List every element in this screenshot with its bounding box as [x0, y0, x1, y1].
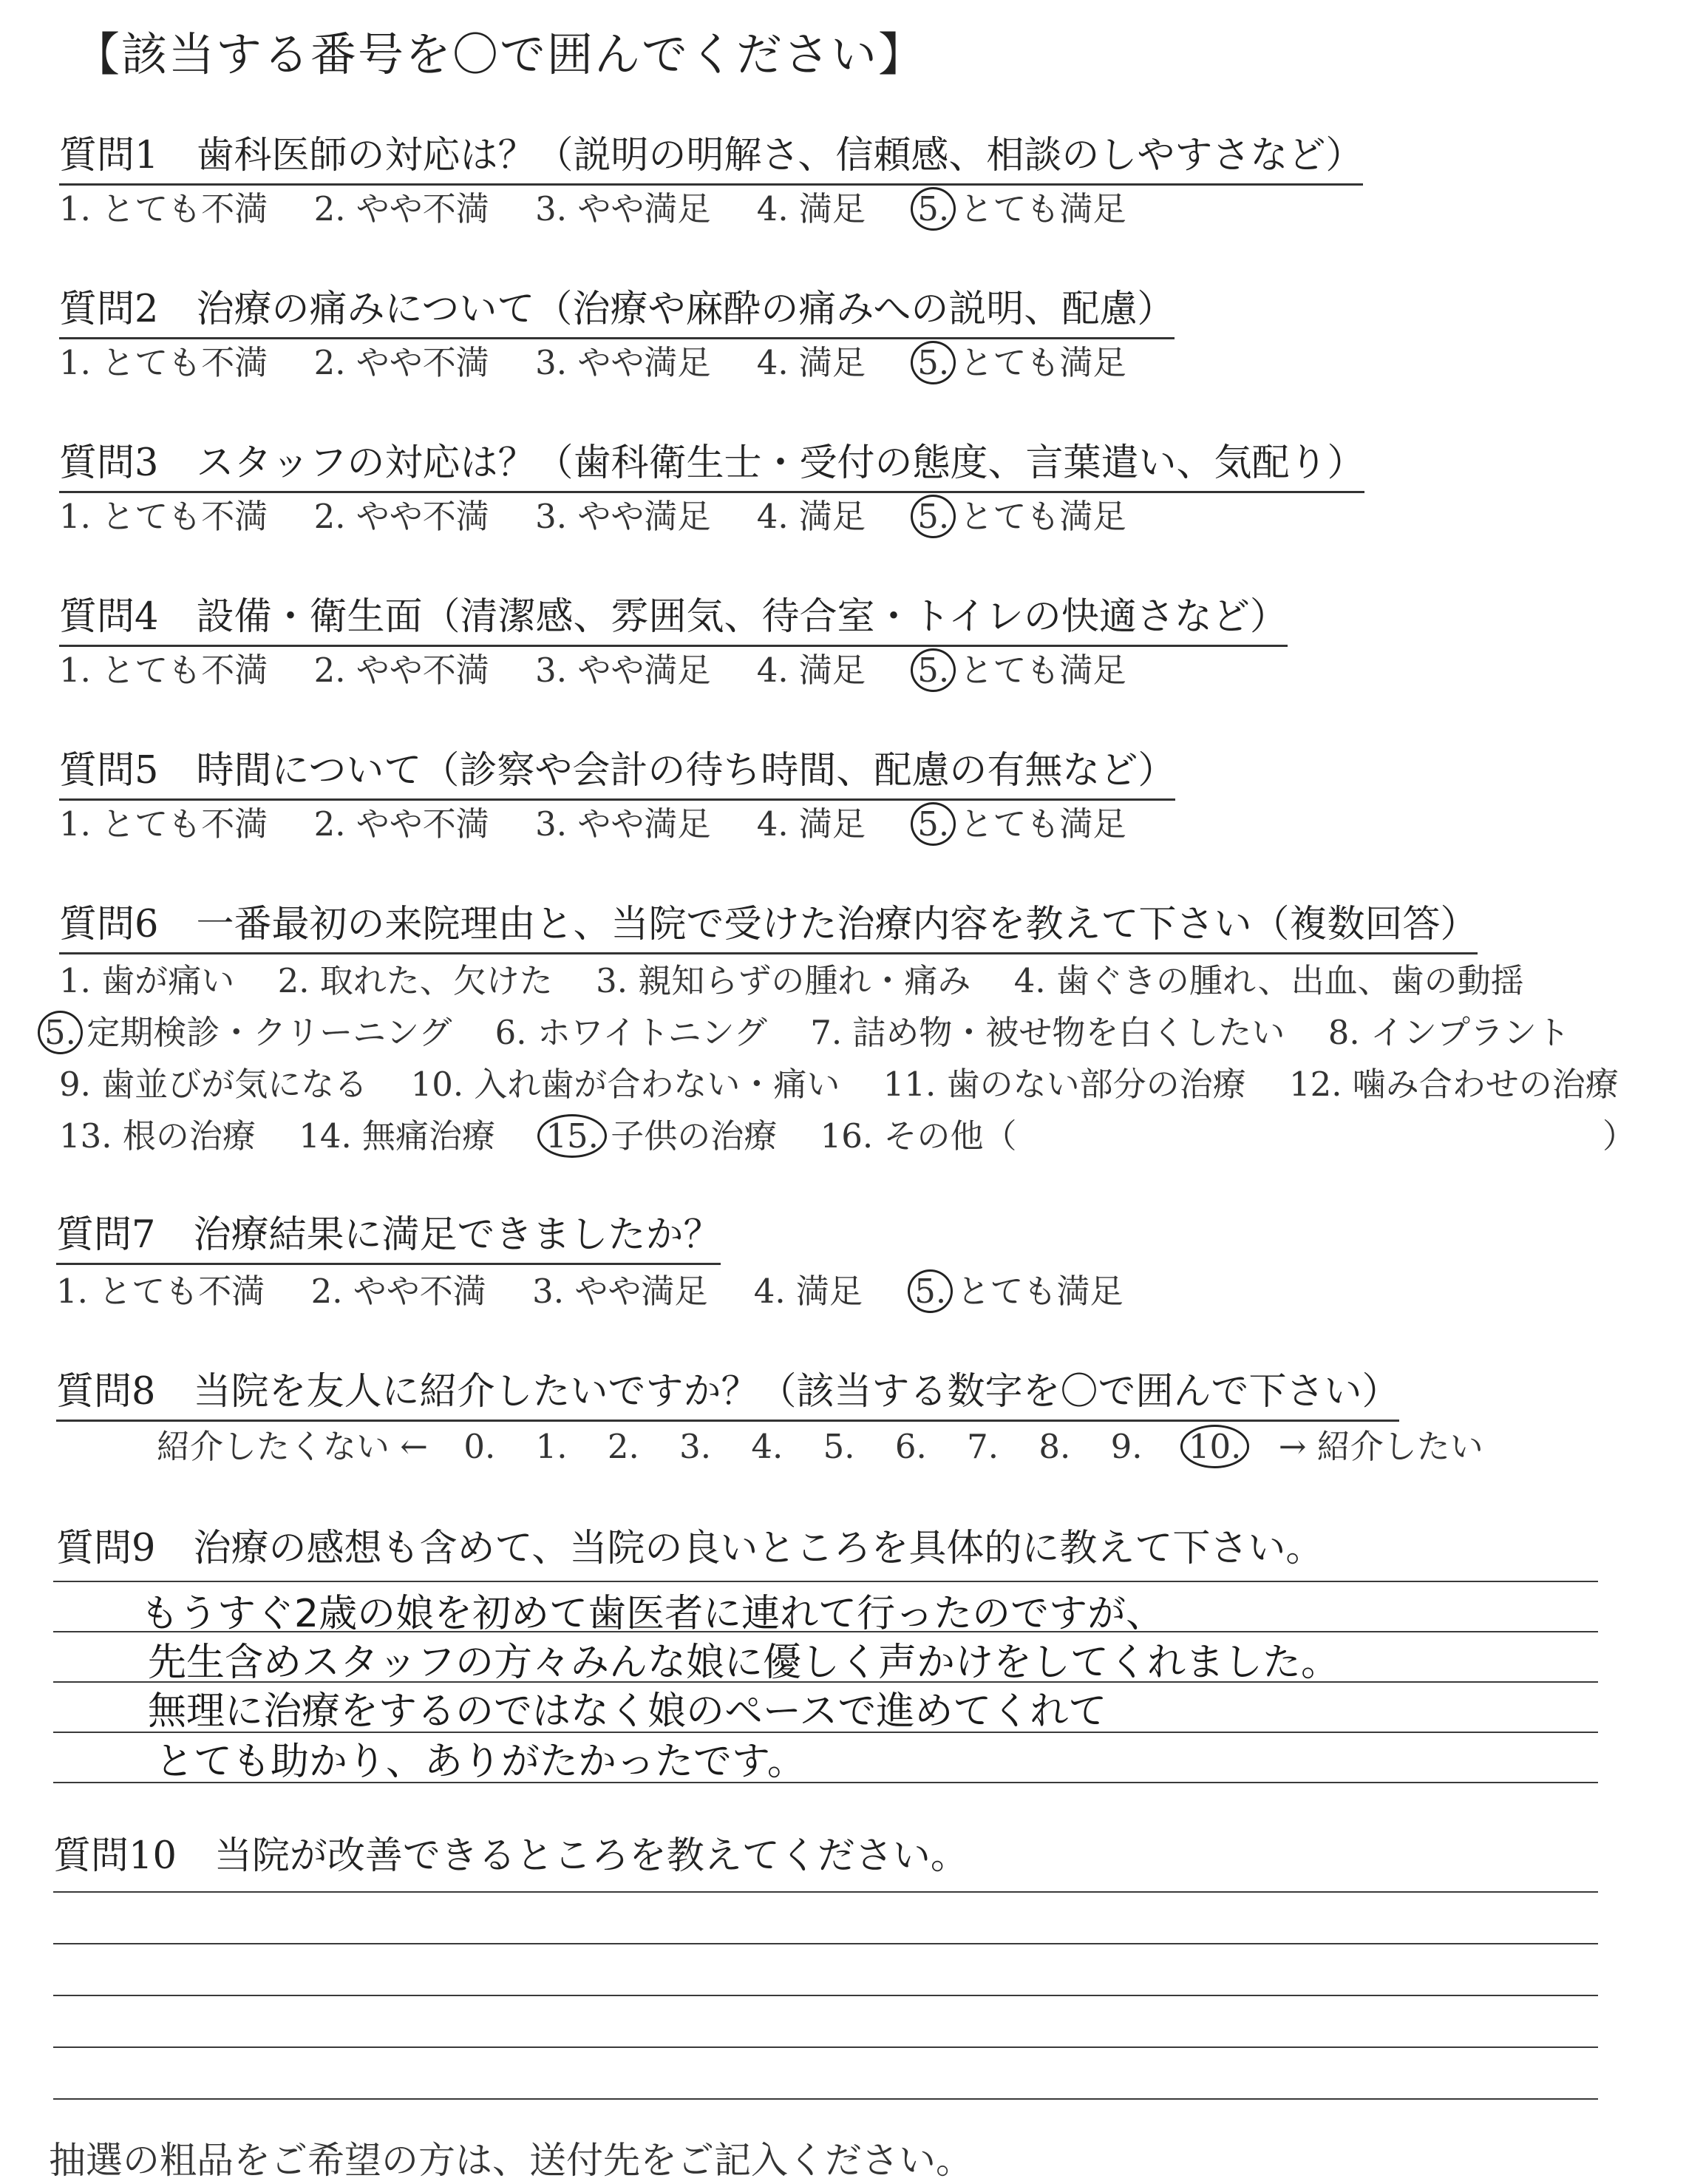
q10-rule-2[interactable]	[53, 1943, 1598, 1944]
q2-selected-circle: 5.	[911, 341, 956, 384]
q6-option-2[interactable]: 2. 取れた、欠けた	[277, 961, 553, 1000]
q9-answer-line-1[interactable]: もうすぐ2歳の娘を初めて歯医者に連れて行ったのですが、	[140, 1592, 1165, 1636]
q8-scale-7[interactable]: 7.	[967, 1427, 999, 1466]
q9-answer-line-4[interactable]: とても助かり、ありがたかったです。	[155, 1740, 806, 1784]
q6-option-9[interactable]: 9. 歯並びが気になる	[59, 1065, 368, 1104]
q7-option-3[interactable]: 3. やや満足	[532, 1272, 708, 1311]
q5-options	[59, 797, 1126, 845]
q6-option-7[interactable]: 7. 詰め物・被せ物を白くしたい	[810, 1013, 1285, 1052]
q2-option-2[interactable]: 2. やや不満	[313, 343, 489, 382]
q10-heading: 質問10 当院が改善できるところを教えてください。	[53, 1834, 968, 1878]
q6-option-11[interactable]: 11. 歯のない部分の治療	[883, 1065, 1246, 1104]
page-title: 【該当する番号を〇で囲んでください】	[74, 27, 926, 81]
q6-heading: 質問6 一番最初の来院理由と、当院で受けた治療内容を教えて下さい（複数回答）	[59, 893, 1478, 954]
q9-heading: 質問9 治療の感想も含めて、当院の良いところを具体的に教えて下さい。	[56, 1527, 1324, 1570]
q4-options	[59, 643, 1126, 691]
q4-heading: 質問4 設備・衛生面（清潔感、雰囲気、待合室・トイレの快適さなど）	[59, 586, 1288, 647]
q7-option-4[interactable]: 4. 満足	[753, 1272, 863, 1311]
q5-option-5-label: とても満足	[959, 804, 1126, 844]
q5-option-5[interactable]	[917, 797, 1126, 845]
q3-option-5-label: とても満足	[959, 497, 1126, 536]
q3-option-5[interactable]	[917, 489, 1126, 537]
q7-heading: 質問7 治療結果に満足できましたか？	[56, 1204, 721, 1265]
q10-rule-4[interactable]	[53, 2046, 1598, 2048]
q1-option-1[interactable]: 1. とても不満	[59, 189, 268, 228]
q6-row-4	[59, 1109, 1016, 1157]
q8-scale-10[interactable]	[1187, 1427, 1243, 1466]
q1-heading: 質問1 歯科医師の対応は？（説明の明解さ、信頼感、相談のしやすさなど）	[59, 124, 1363, 186]
q3-heading: 質問3 スタッフの対応は？（歯科衛生士・受付の態度、言葉遣い、気配り）	[59, 432, 1364, 493]
q6-option-12[interactable]: 12. 噛み合わせの治療	[1288, 1065, 1619, 1104]
q3-option-2[interactable]: 2. やや不満	[313, 497, 489, 536]
q3-options	[59, 489, 1126, 537]
q6-option-13[interactable]: 13. 根の治療	[59, 1116, 256, 1156]
q7-selected-circle: 5.	[908, 1269, 953, 1313]
q8-right-label: → 紹介したい	[1278, 1427, 1483, 1466]
q6-row-3	[59, 1057, 1619, 1105]
q1-option-5-label: とても満足	[959, 189, 1126, 228]
q8-scale-8[interactable]: 8.	[1039, 1427, 1071, 1466]
q8-scale-1[interactable]: 1.	[535, 1427, 568, 1466]
q8-scale-9[interactable]: 9.	[1110, 1427, 1143, 1466]
q8-scale	[157, 1420, 1483, 1468]
q3-selected-circle: 5.	[911, 495, 956, 538]
q8-scale-6[interactable]: 6.	[894, 1427, 927, 1466]
q4-selected-circle: 5.	[911, 648, 956, 692]
q6-option-15-label: 子供の治療	[611, 1116, 778, 1156]
q6-option-14[interactable]: 14. 無痛治療	[299, 1116, 496, 1156]
q9-answer-line-2[interactable]: 先生含めスタッフの方々みんな娘に優しく声かけをしてくれました。	[148, 1641, 1340, 1685]
q7-option-2[interactable]: 2. やや不満	[310, 1272, 486, 1311]
q6-option-10[interactable]: 10. 入れ歯が合わない・痛い	[410, 1065, 840, 1104]
q5-selected-circle: 5.	[911, 802, 956, 846]
q6-option-3[interactable]: 3. 親知らずの腫れ・痛み	[596, 961, 971, 1000]
q6-selected-circle-5: 5.	[38, 1011, 83, 1054]
q2-option-1[interactable]: 1. とても不満	[59, 343, 268, 382]
q5-option-2[interactable]: 2. やや不満	[313, 804, 489, 844]
q1-option-3[interactable]: 3. やや満足	[535, 189, 711, 228]
q1-options	[59, 182, 1126, 230]
q6-option-8[interactable]: 8. インプラント	[1328, 1013, 1570, 1052]
q6-selected-circle-15: 15.	[537, 1114, 607, 1158]
q8-selected-circle: 10.	[1180, 1425, 1250, 1468]
q4-option-5-label: とても満足	[959, 651, 1126, 690]
q4-option-1[interactable]: 1. とても不満	[59, 651, 268, 690]
q6-option-1[interactable]: 1. 歯が痛い	[59, 961, 235, 1000]
q1-selected-circle: 5.	[911, 187, 956, 231]
q6-option-4[interactable]: 4. 歯ぐきの腫れ、出血、歯の動揺	[1013, 961, 1524, 1000]
q3-option-1[interactable]: 1. とても不満	[59, 497, 268, 536]
footer-note: 抽選の粗品をご希望の方は、送付先をご記入ください。	[49, 2139, 973, 2182]
q1-option-4[interactable]: 4. 満足	[756, 189, 866, 228]
q6-other-close: ）	[1602, 1116, 1636, 1156]
q7-option-5-label: とても満足	[956, 1272, 1124, 1311]
q6-option-15[interactable]	[544, 1109, 777, 1157]
q7-option-5[interactable]	[914, 1264, 1123, 1312]
q9-answer-line-3[interactable]: 無理に治療をするのではなく娘のペースで進めてくれて	[148, 1689, 1107, 1734]
q2-heading: 質問2 治療の痛みについて（治療や麻酔の痛みへの説明、配慮）	[59, 278, 1175, 339]
q1-option-5[interactable]	[917, 182, 1126, 230]
q4-option-3[interactable]: 3. やや満足	[535, 651, 711, 690]
q10-rule-1[interactable]	[53, 1891, 1598, 1893]
q5-option-1[interactable]: 1. とても不満	[59, 804, 268, 844]
q4-option-5[interactable]	[917, 643, 1126, 691]
q6-option-5[interactable]	[44, 1005, 452, 1054]
q1-option-2[interactable]: 2. やや不満	[313, 189, 489, 228]
q8-scale-0[interactable]: 0.	[463, 1427, 496, 1466]
q6-row-2	[44, 1005, 1570, 1054]
q10-rule-3[interactable]	[53, 1995, 1598, 1996]
q6-option-5-label: 定期検診・クリーニング	[86, 1013, 452, 1052]
q5-option-4[interactable]: 4. 満足	[756, 804, 866, 844]
q10-rule-5[interactable]	[53, 2098, 1598, 2100]
q4-option-2[interactable]: 2. やや不満	[313, 651, 489, 690]
q8-scale-5[interactable]: 5.	[823, 1427, 855, 1466]
q6-option-6[interactable]: 6. ホワイトニング	[494, 1013, 767, 1052]
q2-options	[59, 336, 1126, 384]
q8-left-label: 紹介したくない ←	[157, 1427, 429, 1466]
q8-scale-2[interactable]: 2.	[607, 1427, 639, 1466]
q8-scale-4[interactable]: 4.	[751, 1427, 783, 1466]
q7-options	[56, 1264, 1124, 1312]
q6-option-16[interactable]: 16. その他（	[820, 1116, 1017, 1156]
q4-option-4[interactable]: 4. 満足	[756, 651, 866, 690]
q7-option-1[interactable]: 1. とても不満	[56, 1272, 265, 1311]
q3-option-3[interactable]: 3. やや満足	[535, 497, 711, 536]
q6-row-1	[59, 954, 1524, 1002]
q2-option-5[interactable]	[917, 336, 1126, 384]
q8-scale-3[interactable]: 3.	[679, 1427, 712, 1466]
q5-heading: 質問5 時間について（診察や会計の待ち時間、配慮の有無など）	[59, 739, 1175, 801]
q2-option-3[interactable]: 3. やや満足	[535, 343, 711, 382]
q2-option-4[interactable]: 4. 満足	[756, 343, 866, 382]
q2-option-5-label: とても満足	[959, 343, 1126, 382]
q5-option-3[interactable]: 3. やや満足	[535, 804, 711, 844]
q3-option-4[interactable]: 4. 満足	[756, 497, 866, 536]
q8-heading: 質問8 当院を友人に紹介したいですか？（該当する数字を〇で囲んで下さい）	[56, 1360, 1399, 1422]
